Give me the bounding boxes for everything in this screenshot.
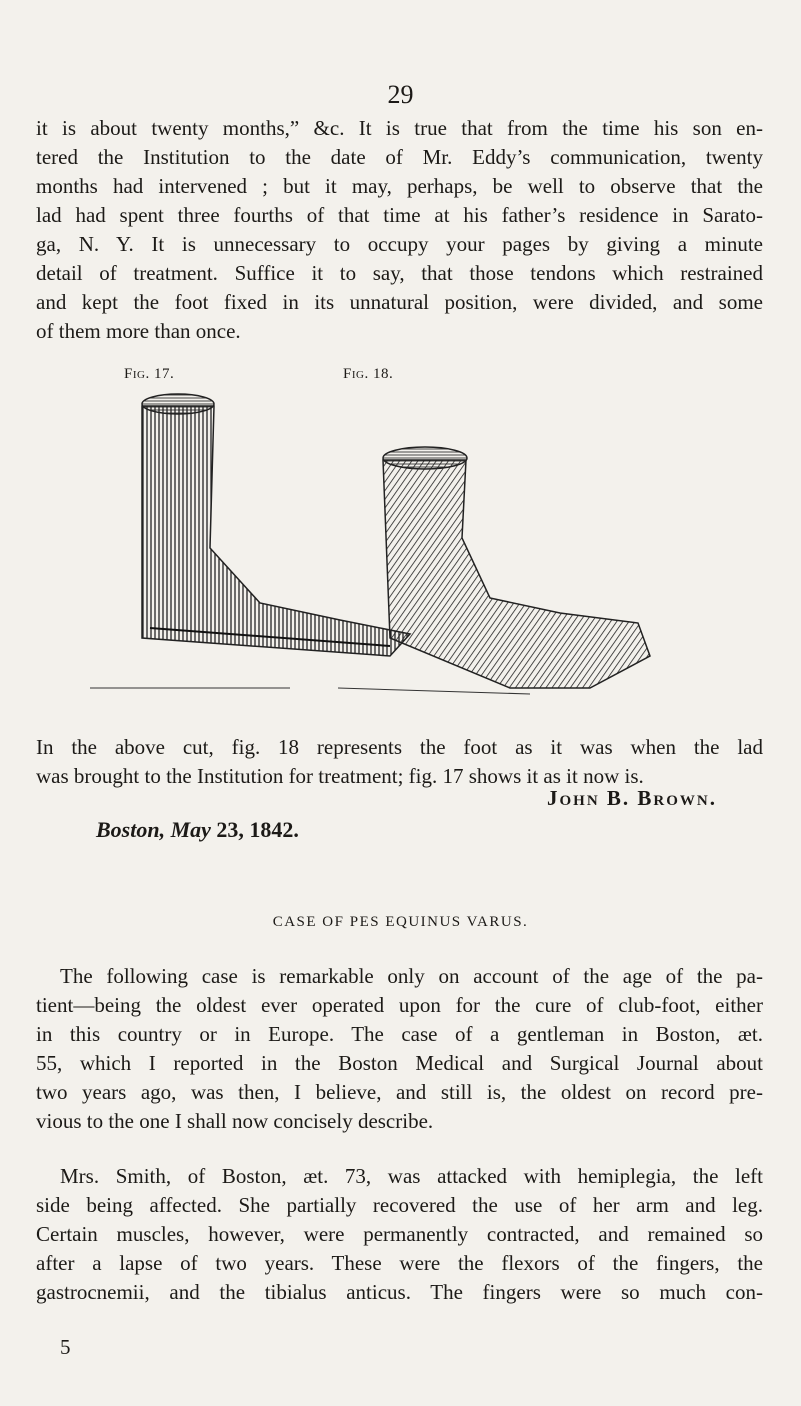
foot-illustration: [90, 388, 670, 718]
text-line: 55, which I reported in the Boston Medical and Surgical Journal about: [36, 1051, 763, 1075]
author-signature: John B. Brown.: [546, 786, 717, 810]
foot-engraving: [90, 388, 670, 718]
text-line: Mrs. Smith, of Boston, æt. 73, was attacked with hemiplegia, the left: [60, 1164, 763, 1188]
text-line: two years ago, was then, I believe, and still is, the oldest on record pre-: [36, 1080, 763, 1104]
text-line: ga, N. Y. It is unnecessary to occupy your pages by giving a minute: [36, 232, 763, 256]
text-line: months had intervened ; but it may, perhaps, be well to observe that the: [36, 174, 763, 198]
caption-line: was brought to the Institution for treatment; fig. 17 shows it as it now is.: [36, 764, 644, 788]
dateline-date: 23, 1842.: [216, 817, 299, 842]
fig17-label: Fig. 17.: [124, 366, 175, 382]
text-line: side being affected. She partially recovered the use of her arm and leg.: [36, 1193, 763, 1217]
text-line: lad had spent three fourths of that time at his father’s residence in Sarato-: [36, 203, 763, 227]
text-line: detail of treatment. Suffice it to say, that those tendons which restrained: [36, 261, 763, 285]
text-line: gastrocnemii, and the tibialus anticus. The fingers were so much con-: [36, 1280, 763, 1304]
text-line: vious to the one I shall now concisely describe.: [36, 1109, 434, 1133]
page-number: 29: [387, 80, 414, 109]
text-line: it is about twenty months,” &c. It is true that from the time his son en-: [36, 116, 763, 140]
text-line: in this country or in Europe. The case of a gentleman in Boston, æt.: [36, 1022, 763, 1046]
caption-line: In the above cut, fig. 18 represents the foot as it was when the lad: [36, 735, 763, 759]
text-line: of them more than once.: [36, 319, 241, 343]
fig18-label: Fig. 18.: [343, 366, 394, 382]
text-line: after a lapse of two years. These were the flexors of the fingers, the: [36, 1251, 763, 1275]
text-line: tered the Institution to the date of Mr. Eddy’s communication, twenty: [36, 145, 763, 169]
dateline-place: Boston, May: [96, 817, 211, 842]
text-line: and kept the foot fixed in its unnatural position, were divided, and some: [36, 290, 763, 314]
text-line: The following case is remarkable only on account of the age of the pa-: [60, 964, 763, 988]
fig17-foot: [142, 394, 410, 656]
text-line: tient—being the oldest ever operated upon for the cure of club-foot, either: [36, 993, 763, 1017]
signature-mark: 5: [60, 1335, 71, 1359]
section-heading: CASE OF PES EQUINUS VARUS.: [272, 914, 529, 930]
text-line: Certain muscles, however, were permanently contracted, and remained so: [36, 1222, 763, 1246]
dateline: [96, 817, 299, 843]
